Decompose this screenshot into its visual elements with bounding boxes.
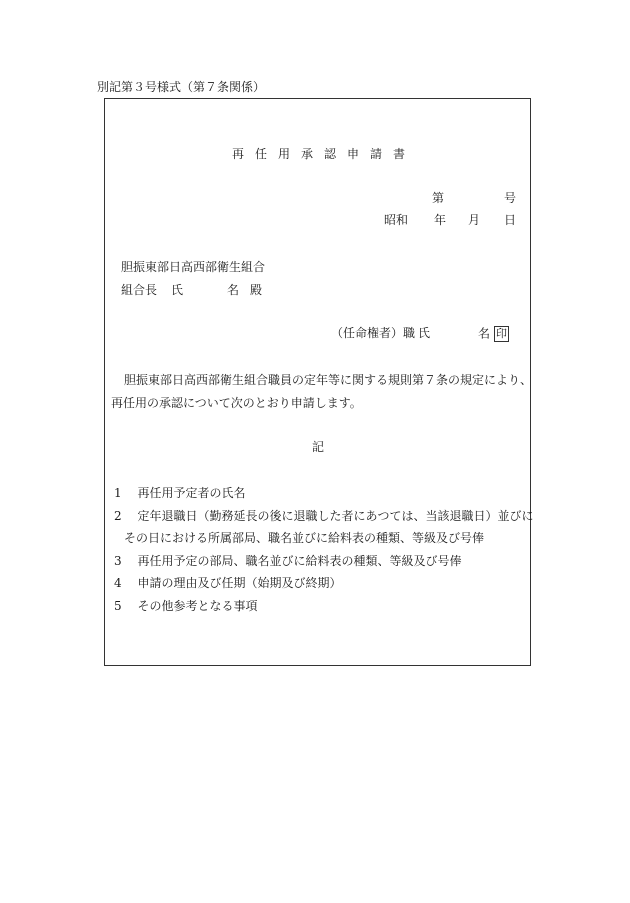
date-era: 昭和	[384, 213, 409, 227]
date-day: 日	[504, 213, 517, 227]
date-month: 月	[468, 213, 481, 227]
item-continuation: その日における所属部局、職名並びに給料表の種類、等級及び号俸	[124, 531, 485, 545]
number-suffix: 号	[504, 191, 517, 205]
applicant-mei	[478, 326, 509, 342]
form-label: 別記第３号様式（第７条関係）	[97, 80, 266, 94]
item-text: その他参考となる事項	[137, 599, 258, 613]
item-number: 3	[114, 554, 122, 568]
document-title: 再任用承認申請書	[232, 147, 417, 161]
addressee-mei: 名	[227, 283, 240, 297]
number-prefix: 第	[432, 191, 445, 205]
addressee-honorific: 殿	[250, 283, 263, 297]
ki-heading: 記	[312, 440, 325, 454]
item-text: 申請の理由及び任期（始期及び終期）	[137, 576, 342, 590]
applicant-shi: 氏	[418, 326, 431, 340]
list-item	[114, 486, 245, 500]
item-number: 1	[114, 486, 122, 500]
item-text: 定年退職日（勤務延長の後に退職した者にあつては、当該退職日）並びに	[137, 509, 534, 523]
body-line-1: 胆振東部日高西部衛生組合職員の定年等に関する規則第７条の規定により、	[124, 373, 533, 387]
addressee-title: 組合長	[121, 283, 158, 297]
item-number: 2	[114, 509, 122, 523]
list-item	[114, 599, 257, 613]
item-text: 再任用予定の部局、職名並びに給料表の種類、等級及び号俸	[137, 554, 462, 568]
seal-mark: 印	[496, 327, 508, 340]
body-line-2: 再任用の承認について次のとおり申請します。	[111, 396, 362, 410]
item-number: 4	[114, 576, 122, 590]
list-item	[114, 509, 533, 523]
item-text: 再任用予定者の氏名	[137, 486, 246, 500]
date-year: 年	[434, 213, 447, 227]
applicant-role: （任命権者）職	[331, 326, 416, 340]
applicant-mei-text: 名	[478, 326, 491, 341]
addressee-org: 胆振東部日高西部衛生組合	[121, 260, 266, 274]
list-item	[114, 554, 461, 568]
item-number: 5	[114, 599, 122, 613]
addressee-shi: 氏	[171, 283, 184, 297]
list-item	[114, 576, 341, 590]
